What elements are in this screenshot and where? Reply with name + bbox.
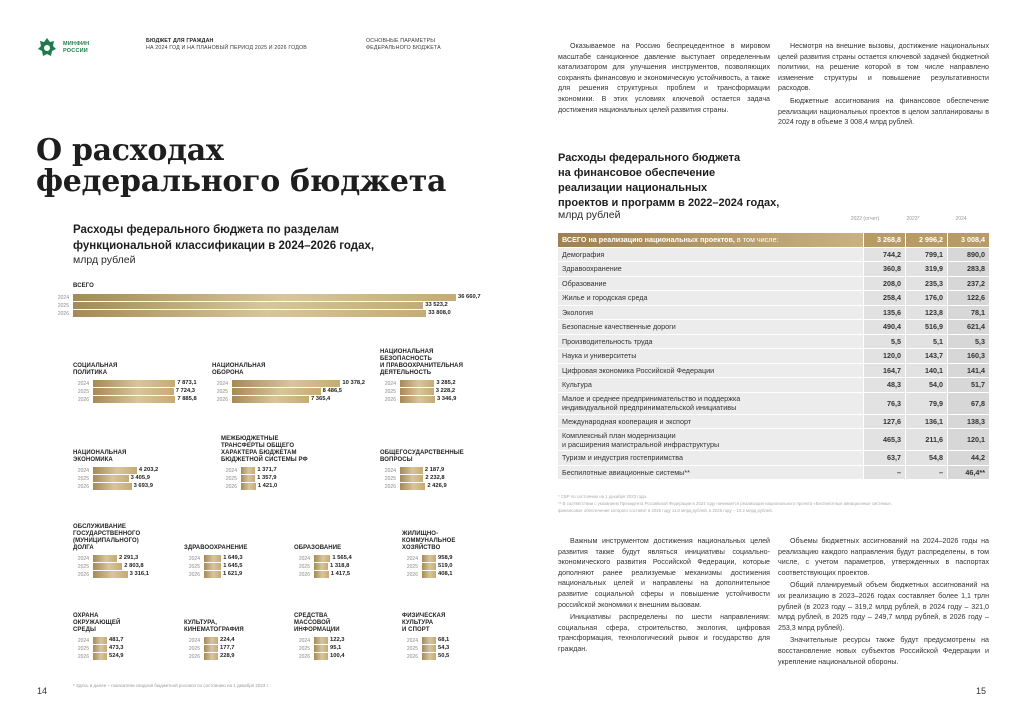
- table-row: [558, 262, 989, 277]
- year-label: 2025: [225, 476, 237, 482]
- cell-value: 46,4**: [947, 466, 989, 481]
- cell-value: 54,0: [905, 378, 947, 393]
- bar-2025: [204, 645, 218, 652]
- bar-2024: [400, 467, 423, 474]
- cell-value: 123,8: [905, 306, 947, 321]
- year-label: 2026: [384, 484, 396, 490]
- year-label: 2024: [188, 638, 200, 644]
- bar-2025: [93, 388, 174, 395]
- cell-value: 465,3: [863, 429, 905, 451]
- bar-value-label: 4 203,2: [138, 467, 159, 473]
- row-label: Культура: [558, 378, 863, 393]
- cell-value: 799,1: [905, 248, 947, 263]
- cell-value: 621,4: [947, 320, 989, 335]
- group-label: СРЕДСТВА МАССОВОЙ ИНФОРМАЦИИ: [294, 613, 340, 633]
- bar-2026: [73, 310, 426, 317]
- bar-value-label: 1 649,3: [223, 555, 243, 561]
- row-label: Международная кооперация и экспорт: [558, 415, 863, 430]
- bar-value-label: 1 645,5: [223, 563, 243, 569]
- bar-value-label: 2 291,3: [118, 555, 139, 561]
- bar-value-label: 3 316,1: [129, 571, 149, 577]
- group-label-total: ВСЕГО: [73, 283, 94, 289]
- bar-2025: [93, 475, 129, 482]
- cell-value: 135,6: [863, 306, 905, 321]
- cell-value: 138,3: [947, 415, 989, 430]
- year-label: 2024: [298, 638, 310, 644]
- table-row: [558, 349, 989, 364]
- bar-value-label: 36 660,7: [458, 294, 481, 300]
- cell-value: 76,3: [863, 393, 905, 415]
- year-label: 2024: [384, 468, 396, 474]
- table-row: [558, 306, 989, 321]
- bar-value-label: 95,1: [330, 645, 342, 651]
- year-label: 2025: [77, 389, 89, 395]
- group-label: ОХРАНА ОКРУЖАЮЩЕЙ СРЕДЫ: [73, 613, 121, 633]
- group-label: ЗДРАВООХРАНЕНИЕ: [184, 545, 248, 551]
- bar-value-label: 408,1: [438, 571, 453, 577]
- bar-value-label: 7 724,3: [175, 388, 196, 394]
- bar-value-label: 3 693,9: [133, 483, 153, 489]
- cell-value: 67,8: [947, 393, 989, 415]
- year-label: 2025: [77, 646, 89, 652]
- bar-2024: [314, 637, 328, 644]
- bar-2025: [422, 645, 436, 652]
- group-label: МЕЖБЮДЖЕТНЫЕ ТРАНСФЕРТЫ ОБЩЕГО ХАРАКТЕРА БЮДЖЕТАМ БЮДЖЕТНОЙ СИСТЕМЫ РФ: [221, 436, 308, 463]
- group-label: ЖИЛИЩНО- КОММУНАЛЬНОЕ ХОЗЯЙСТВО: [402, 531, 456, 551]
- bar-value-label: 8 486,5: [322, 388, 342, 394]
- table-row: [558, 451, 989, 466]
- body-text-right: Объемы бюджетных ассигнований на 2024–2026 годы на реализацию каждого направления будут распределены, в том числе, с учетом параметров, утвержденных в паспортах соответствующих проектов. Общий планируемый объем бюджетных ассигнований на их реализацию в 2023–2026 годах составляет более 1,1 трлн рублей (в 2023 году – 319,2 млрд рублей, в 2024 году – 321,0 млрд рублей, в 2025 году – 249,7 млрд рублей, в 2026 году – 253,3 млрд рублей). Значительные ресурсы также будут предусмотрены на восстановление новых субъектов Российской Федерации и укрепление национальной обороны.: [778, 537, 989, 666]
- cell-value: 44,2: [947, 451, 989, 466]
- total-label-tail: в том числе:: [734, 235, 779, 245]
- cell-value: 54,8: [905, 451, 947, 466]
- col-head-2022: 2022 (отчет): [850, 216, 880, 222]
- cell-value: 120,1: [947, 429, 989, 451]
- group-label: НАЦИОНАЛЬНАЯ БЕЗОПАСНОСТЬ И ПРАВООХРАНИТЕЛЬНАЯ ДЕЯТЕЛЬНОСТЬ: [380, 349, 464, 376]
- cell-value: 3 268,8: [863, 233, 905, 248]
- year-label: 2024: [77, 468, 89, 474]
- table-notes: * СБР по состоянию на 1 декабря 2023 года. ** В соответствии с указанием Президента Российской Федерации в 2024 году начинается реализация национального проекта «Беспилотные авиационные системы», финансовое обеспечение которого составит в 2025 году 11,0 млрд рублей, в 2026 году – 10,2 млрд рублей.: [558, 494, 893, 513]
- year-label: 2024: [188, 556, 200, 562]
- year-label: 2024: [77, 638, 89, 644]
- group-label: НАЦИОНАЛЬНАЯ ОБОРОНА: [212, 363, 266, 376]
- bar-value-label: 177,7: [220, 645, 235, 651]
- bar-2026: [93, 653, 107, 660]
- row-label: Жилье и городская среда: [558, 291, 863, 306]
- cell-value: 141,4: [947, 364, 989, 379]
- bar-2024: [93, 555, 117, 562]
- bar-value-label: 1 417,5: [330, 571, 351, 577]
- year-label: 2025: [406, 646, 418, 652]
- cell-value: 211,6: [905, 429, 947, 451]
- national-projects-table: [558, 233, 989, 480]
- bar-2025: [93, 645, 107, 652]
- bar-value-label: 481,7: [109, 637, 124, 643]
- row-label: Наука и университеты: [558, 349, 863, 364]
- table-row: [558, 248, 989, 263]
- year-label: 2025: [406, 564, 418, 570]
- bar-2024: [93, 637, 107, 644]
- bar-2024: [422, 637, 436, 644]
- bar-2024: [232, 380, 340, 387]
- cell-value: 5,1: [905, 335, 947, 350]
- bar-value-label: 68,1: [438, 637, 450, 643]
- cell-value: 890,0: [947, 248, 989, 263]
- row-label: [558, 233, 863, 248]
- bar-value-label: 100,4: [330, 653, 345, 659]
- year-label: 2025: [188, 646, 200, 652]
- row-label: Туризм и индустрия гостеприимства: [558, 451, 863, 466]
- group-label: ОБЩЕГОСУДАРСТВЕННЫЕ ВОПРОСЫ: [380, 450, 464, 463]
- bar-2025: [422, 563, 436, 570]
- page-number-right: 15: [976, 686, 987, 696]
- table-row: [558, 429, 989, 451]
- year-label: 2024: [77, 381, 89, 387]
- cell-value: 2 996,2: [905, 233, 947, 248]
- year-label: 2024: [77, 556, 89, 562]
- year-label: 2025: [188, 564, 200, 570]
- page-title: О расходах федерального бюджета: [36, 133, 447, 199]
- bar-value-label: 7 885,8: [177, 396, 197, 402]
- row-label: Образование: [558, 277, 863, 292]
- year-label: 2026: [216, 397, 228, 403]
- bar-value-label: 50,5: [438, 653, 450, 659]
- bar-2026: [93, 396, 175, 403]
- cell-value: –: [863, 466, 905, 481]
- year-label: 2024: [216, 381, 228, 387]
- year-label: 2026: [77, 572, 89, 578]
- row-label: Производительность труда: [558, 335, 863, 350]
- year-label: 2025: [77, 564, 89, 570]
- year-label: 2026: [57, 311, 69, 317]
- bar-2024: [422, 555, 436, 562]
- row-label: Экология: [558, 306, 863, 321]
- row-label: Цифровая экономика Российской Федерации: [558, 364, 863, 379]
- year-label: 2025: [298, 646, 310, 652]
- chart-title: Расходы федерального бюджета по разделам функциональной классификации в 2024–2026 годах,: [73, 224, 375, 252]
- cell-value: 164,7: [863, 364, 905, 379]
- row-label: Демография: [558, 248, 863, 263]
- bar-2024: [241, 467, 255, 474]
- cell-value: 48,3: [863, 378, 905, 393]
- bar-value-label: 1 421,0: [257, 483, 278, 489]
- bar-2025: [73, 302, 423, 309]
- bar-2024: [314, 555, 330, 562]
- year-label: 2026: [225, 484, 237, 490]
- bar-value-label: 7 873,1: [177, 380, 197, 386]
- ministry-emblem-icon: [36, 36, 58, 60]
- bar-value-label: 1 371,7: [257, 467, 277, 473]
- intro-text-left: Оказываемое на Россию беспрецедентное в мировом масштабе санкционное давление выступает определенным катализатором для улучшения инструментов, позволяющих сохранять финансовую и экономическую устойчивость, а также для решения структурных проблем и трансформации экономики. В этих условиях ключевой остается задача достижения национальных целей развития страны.: [558, 42, 770, 114]
- cell-value: 258,4: [863, 291, 905, 306]
- group-label: НАЦИОНАЛЬНАЯ ЭКОНОМИКА: [73, 450, 127, 463]
- year-label: 2024: [406, 638, 418, 644]
- year-label: 2025: [384, 389, 396, 395]
- table-row: [558, 335, 989, 350]
- year-label: 2025: [77, 476, 89, 482]
- year-label: 2026: [406, 654, 418, 660]
- chart-unit: млрд рублей: [73, 254, 136, 266]
- year-label: 2024: [57, 295, 69, 301]
- cell-value: 5,5: [863, 335, 905, 350]
- table-row: [558, 415, 989, 430]
- section-header: ОСНОВНЫЕ ПАРАМЕТРЫ ФЕДЕРАЛЬНОГО БЮДЖЕТА: [366, 38, 441, 51]
- bar-2024: [93, 380, 175, 387]
- year-label: 2026: [298, 654, 310, 660]
- cell-value: 744,2: [863, 248, 905, 263]
- row-label: Безопасные качественные дороги: [558, 320, 863, 335]
- group-label: ОБРАЗОВАНИЕ: [294, 545, 342, 551]
- table-row: [558, 364, 989, 379]
- doc-header: БЮДЖЕТ ДЛЯ ГРАЖДАН НА 2024 ГОД И НА ПЛАНОВЫЙ ПЕРИОД 2025 И 2026 ГОДОВ: [146, 38, 307, 51]
- year-label: 2025: [216, 389, 228, 395]
- year-label: 2026: [406, 572, 418, 578]
- group-label: ФИЗИЧЕСКАЯ КУЛЬТУРА И СПОРТ: [402, 613, 446, 633]
- page-number-left: 14: [37, 686, 48, 696]
- year-label: 2024: [384, 381, 396, 387]
- bar-value-label: 7 365,4: [310, 396, 331, 402]
- table-row: [558, 378, 989, 393]
- bar-2024: [73, 294, 456, 301]
- bar-value-label: 2 803,8: [124, 563, 144, 569]
- cell-value: 160,3: [947, 349, 989, 364]
- cell-value: 51,7: [947, 378, 989, 393]
- bar-2025: [204, 563, 221, 570]
- bar-2026: [232, 396, 309, 403]
- body-text-left: Важным инструментом достижения национальных целей развития также будут являться инициативы социально-экономического развития Российской Федерации, которые дополняют ранее реализуемые механизмы достижения национальных целей и направлены на дополнительное развитие социальной сферы и повышение устойчивости российской экономики к внешним вызовам. Инициативы распределены по шести направлениям: социальная сфера, строительство, экология, цифровая трансформация, технологический рывок и государство для граждан.: [558, 537, 770, 653]
- col-head-2023: 2023*: [906, 216, 920, 222]
- group-label: ОБСЛУЖИВАНИЕ ГОСУДАРСТВЕННОГО (МУНИЦИПАЛЬНОГО) ДОЛГА: [73, 524, 141, 551]
- bar-2026: [93, 483, 132, 490]
- bar-value-label: 3 346,9: [436, 396, 457, 402]
- bar-value-label: 519,0: [438, 563, 453, 569]
- cell-value: 283,8: [947, 262, 989, 277]
- year-label: 2026: [77, 397, 89, 403]
- group-label: СОЦИАЛЬНАЯ ПОЛИТИКА: [73, 363, 118, 376]
- cell-value: 360,8: [863, 262, 905, 277]
- row-label: Здравоохранение: [558, 262, 863, 277]
- cell-value: 136,1: [905, 415, 947, 430]
- year-label: 2026: [77, 484, 89, 490]
- bar-2024: [93, 467, 137, 474]
- bar-value-label: 2 187,9: [424, 467, 445, 473]
- table-row: [558, 277, 989, 292]
- year-label: 2024: [225, 468, 237, 474]
- bar-value-label: 524,9: [109, 653, 124, 659]
- org-name: МИНФИН РОССИИ: [63, 41, 90, 54]
- bar-value-label: 10 378,2: [342, 380, 365, 386]
- bar-value-label: 2 232,8: [425, 475, 445, 481]
- table-row: [558, 320, 989, 335]
- bar-2026: [400, 396, 435, 403]
- cell-value: 5,3: [947, 335, 989, 350]
- bar-2026: [241, 483, 256, 490]
- bar-value-label: 1 357,9: [257, 475, 277, 481]
- total-label: ВСЕГО на реализацию национальных проектов,: [562, 235, 735, 245]
- bar-2025: [400, 388, 434, 395]
- table-row: [558, 466, 989, 481]
- cell-value: 143,7: [905, 349, 947, 364]
- year-label: 2026: [298, 572, 310, 578]
- cell-value: 127,6: [863, 415, 905, 430]
- bar-2026: [422, 653, 436, 660]
- cell-value: 208,0: [863, 277, 905, 292]
- bar-2026: [204, 571, 221, 578]
- cell-value: 78,1: [947, 306, 989, 321]
- table-row-total: [558, 233, 989, 248]
- row-label: Беспилотные авиационные системы**: [558, 466, 863, 481]
- intro-text-right: Несмотря на внешние вызовы, достижение национальных целей развития страны остается ключевой задачей бюджетной политики, на решение которой в том числе направлено изменение структуры и повышение результативности расходов. Бюджетные ассигнования на финансовое обеспечение реализации национальных проектов в целом запланированы в 2024 году в объеме 3 008,4 млрд рублей.: [778, 42, 989, 127]
- cell-value: 176,0: [905, 291, 947, 306]
- bar-2025: [241, 475, 255, 482]
- year-label: 2026: [188, 572, 200, 578]
- bar-value-label: 228,9: [220, 653, 235, 659]
- cell-value: 79,9: [905, 393, 947, 415]
- cell-value: 140,1: [905, 364, 947, 379]
- bar-value-label: 33 808,0: [428, 310, 451, 316]
- bar-value-label: 1 565,4: [332, 555, 352, 561]
- year-label: 2025: [384, 476, 396, 482]
- bar-value-label: 473,3: [109, 645, 124, 651]
- row-label: Малое и среднее предпринимательство и поддержка индивидуальной предпринимательской инициативы: [558, 393, 863, 415]
- bar-value-label: 1 621,9: [222, 571, 243, 577]
- year-label: 2026: [188, 654, 200, 660]
- group-label: КУЛЬТУРА, КИНЕМАТОГРАФИЯ: [184, 620, 244, 633]
- bar-2026: [314, 571, 329, 578]
- bar-value-label: 1 318,8: [330, 563, 350, 569]
- table-title: Расходы федерального бюджета на финансовое обеспечение реализации национальных проектов и программ в 2022–2024 годах,: [558, 152, 780, 209]
- bar-2024: [400, 380, 434, 387]
- cell-value: 235,3: [905, 277, 947, 292]
- bar-value-label: 3 285,2: [436, 380, 456, 386]
- cell-value: 3 008,4: [947, 233, 989, 248]
- cell-value: 237,2: [947, 277, 989, 292]
- cell-value: 63,7: [863, 451, 905, 466]
- bar-2025: [93, 563, 122, 570]
- year-label: 2026: [384, 397, 396, 403]
- bar-2024: [204, 555, 221, 562]
- year-label: 2026: [77, 654, 89, 660]
- year-label: 2024: [298, 556, 310, 562]
- cell-value: 120,0: [863, 349, 905, 364]
- bar-value-label: 3 228,2: [435, 388, 456, 394]
- bar-2026: [400, 483, 425, 490]
- bar-value-label: 958,9: [438, 555, 453, 561]
- year-label: 2025: [298, 564, 310, 570]
- footnote: * Здесь и далее – показатели сводной бюджетной росписи по состоянию на 1 декабря 2023 г.: [73, 683, 269, 688]
- bar-2025: [314, 645, 328, 652]
- bar-2025: [232, 388, 321, 395]
- bar-2026: [93, 571, 128, 578]
- bar-value-label: 33 523,2: [425, 302, 448, 308]
- cell-value: 516,9: [905, 320, 947, 335]
- bar-2026: [314, 653, 328, 660]
- table-unit: млрд рублей: [558, 209, 621, 221]
- bar-2024: [204, 637, 218, 644]
- cell-value: 490,4: [863, 320, 905, 335]
- bar-2025: [400, 475, 423, 482]
- bar-value-label: 122,3: [330, 637, 345, 643]
- bar-2026: [422, 571, 436, 578]
- bar-2025: [314, 563, 328, 570]
- row-label: Комплексный план модернизации и расширения магистральной инфраструктуры: [558, 429, 863, 451]
- bar-value-label: 54,3: [438, 645, 450, 651]
- table-row: [558, 393, 989, 415]
- year-label: 2024: [406, 556, 418, 562]
- bar-value-label: 224,4: [220, 637, 235, 643]
- table-row: [558, 291, 989, 306]
- cell-value: –: [905, 466, 947, 481]
- year-label: 2025: [57, 303, 69, 309]
- cell-value: 122,6: [947, 291, 989, 306]
- bar-value-label: 2 426,9: [427, 483, 447, 489]
- col-head-2024: 2024: [955, 216, 967, 222]
- bar-2026: [204, 653, 218, 660]
- cell-value: 319,9: [905, 262, 947, 277]
- bar-value-label: 3 405,9: [130, 475, 150, 481]
